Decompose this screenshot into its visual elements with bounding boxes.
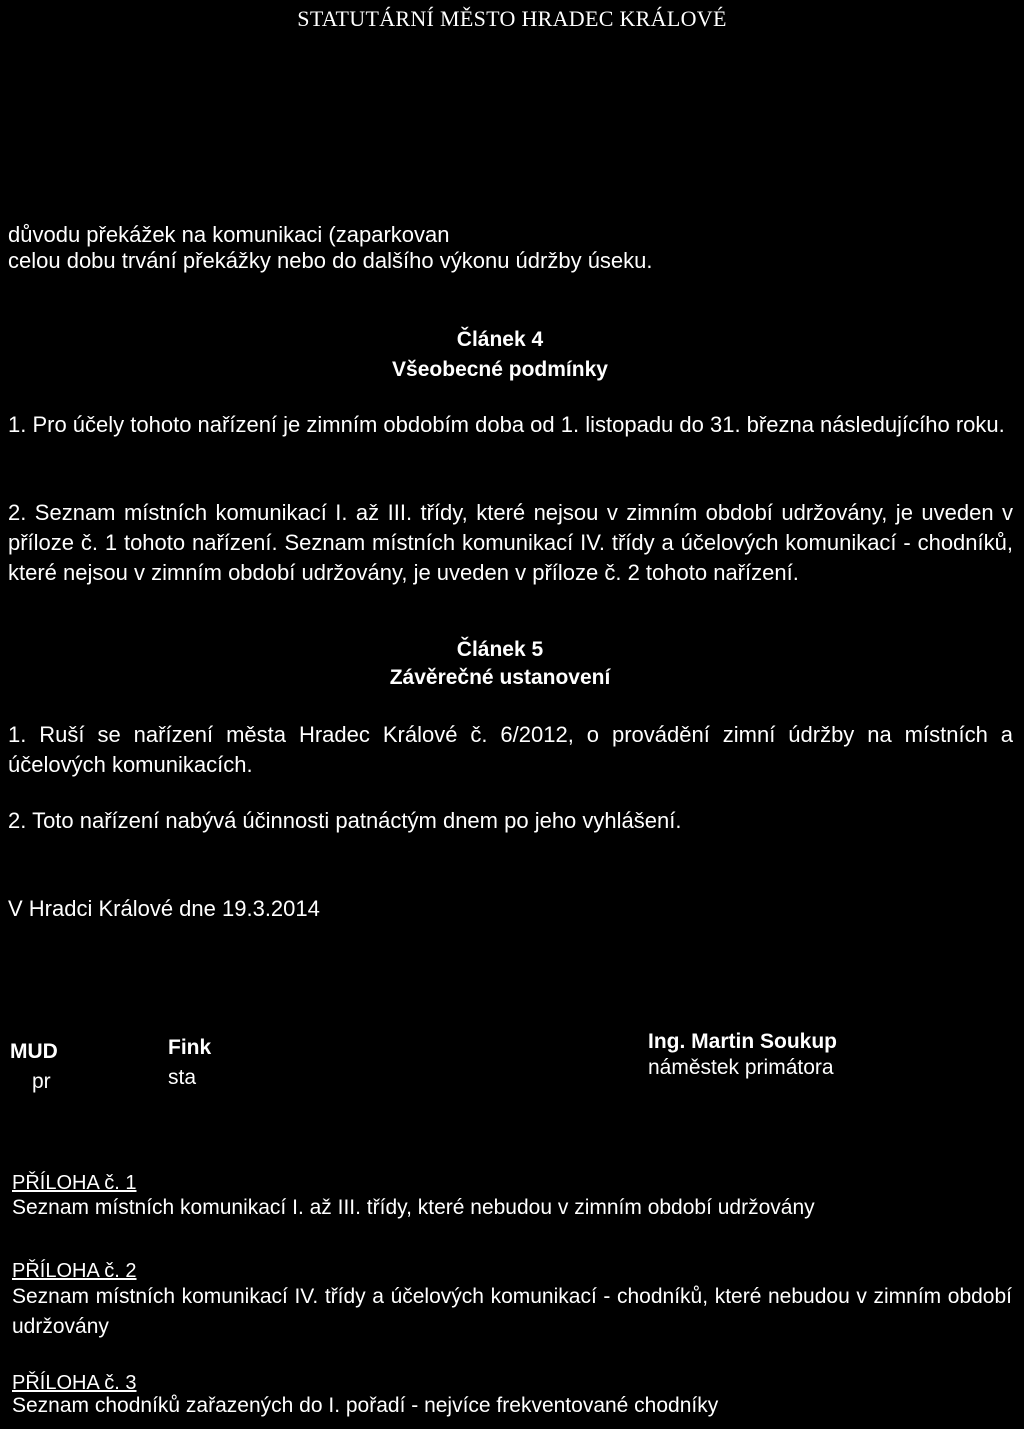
annex-1-description: Seznam místních komunikací I. až III. třídy, které nebudou v zimním období udržovány bbox=[12, 1196, 815, 1219]
left-signatory-name-part-1: MUD bbox=[10, 1040, 58, 1063]
intro-line-1: důvodu překážek na komunikaci (zaparkovan bbox=[8, 222, 450, 247]
annex-1-label: PŘÍLOHA č. 1 bbox=[12, 1172, 137, 1194]
article-5-title: Závěrečné ustanovení bbox=[389, 666, 611, 689]
left-signatory-role-part-2: sta bbox=[168, 1066, 197, 1089]
signing-date: V Hradci Králové dne 19.3.2014 bbox=[8, 896, 320, 921]
article-5-paragraph-2: 2. Toto nařízení nabývá účinnosti patnáctým dnem po jeho vyhlášení. bbox=[8, 808, 682, 833]
article-5-number: Článek 5 bbox=[456, 638, 544, 661]
annex-2-label: PŘÍLOHA č. 2 bbox=[12, 1260, 137, 1282]
article-4-number: Článek 4 bbox=[456, 328, 544, 351]
city-header: STATUTÁRNÍ MĚSTO HRADEC KRÁLOVÉ bbox=[297, 6, 727, 31]
article-5-paragraph-1: 1. Ruší se nařízení města Hradec Králové č. 6/2012, o provádění zimní údržby na místních a účelových komunikacích. bbox=[8, 722, 1013, 777]
left-signatory-role-part-1: pr bbox=[32, 1070, 51, 1093]
annex-3-description: Seznam chodníků zařazených do I. pořadí - nejvíce frekventované chodníky bbox=[12, 1394, 719, 1417]
annex-3-label: PŘÍLOHA č. 3 bbox=[12, 1372, 137, 1394]
left-signatory-name-part-2: Fink bbox=[168, 1036, 212, 1059]
intro-line-2: celou dobu trvání překážky nebo do dalšího výkonu údržby úseku. bbox=[8, 248, 653, 273]
article-4-title: Všeobecné podmínky bbox=[392, 358, 608, 381]
right-signatory-name: Ing. Martin Soukup bbox=[648, 1030, 837, 1053]
annex-2-description: Seznam místních komunikací IV. třídy a účelových komunikací - chodníků, které nebudou v zimním období udržovány bbox=[12, 1285, 1012, 1338]
article-4-paragraph-2: 2. Seznam místních komunikací I. až III. třídy, které nejsou v zimním období udržovány, je uveden v příloze č. 1 tohoto nařízení. Seznam místních komunikací IV. třídy a účelových komunikací - chodníků, které nejsou v zimním období udržovány, je uveden v příloze č. 2 tohoto nařízení. bbox=[8, 500, 1013, 585]
right-signatory-role: náměstek primátora bbox=[648, 1056, 834, 1079]
article-4-paragraph-1: 1. Pro účely tohoto nařízení je zimním obdobím doba od 1. listopadu do 31. března následujícího roku. bbox=[8, 412, 1005, 437]
